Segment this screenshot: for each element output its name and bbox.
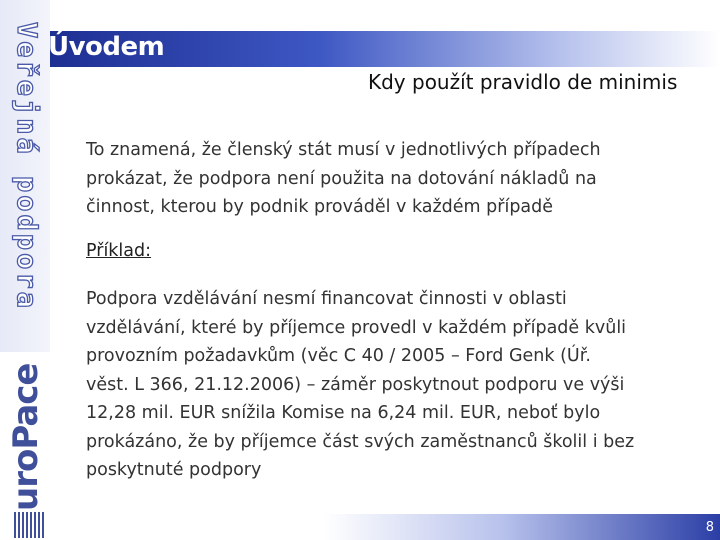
paragraph-example bbox=[86, 285, 712, 485]
text-line: věst. L 366, 21.12.2006) – záměr poskytnout podporu ve výši bbox=[86, 374, 625, 395]
logo-e-icon bbox=[12, 512, 44, 538]
page-title: Úvodem bbox=[48, 32, 165, 62]
text-line: Podpora vzdělávání nesmí financovat činnosti v oblasti bbox=[86, 289, 567, 309]
paragraph-intro bbox=[86, 136, 712, 222]
text-line: provozním požadavkům (věc C 40 / 2005 – Ford Genk (Úř. bbox=[86, 346, 591, 366]
logo-text: uroPace bbox=[6, 363, 46, 511]
logo-wordmark bbox=[6, 364, 46, 539]
slide-subtitle: Kdy použít pravidlo de minimis bbox=[368, 70, 678, 94]
text-line: činnost, kterou by podnik prováděl v každém případě bbox=[86, 197, 554, 217]
vertical-topic-label: Veřejná podpora bbox=[11, 22, 42, 311]
text-line: poskytnuté podpory bbox=[86, 460, 262, 480]
text-line: prokázat, že podpora není použita na dotování nákladů na bbox=[86, 168, 597, 189]
text-line: To znamená, že členský stát musí v jednotlivých případech bbox=[86, 140, 601, 160]
footer-band bbox=[324, 514, 720, 540]
text-line: 12,28 mil. EUR snížila Komise na 6,24 mil. EUR, neboť bylo bbox=[86, 403, 601, 423]
example-heading: Příklad: bbox=[86, 241, 152, 261]
vertical-topic-text bbox=[6, 22, 42, 352]
page-number: 8 bbox=[705, 520, 714, 535]
text-line: prokázáno, že by příjemce část svých zaměstnanců školil i bez bbox=[86, 431, 635, 452]
left-sidebar bbox=[0, 0, 50, 540]
text-line: vzdělávání, které by příjemce provedl v každém případě kvůli bbox=[86, 317, 627, 338]
europace-logo bbox=[0, 356, 50, 540]
